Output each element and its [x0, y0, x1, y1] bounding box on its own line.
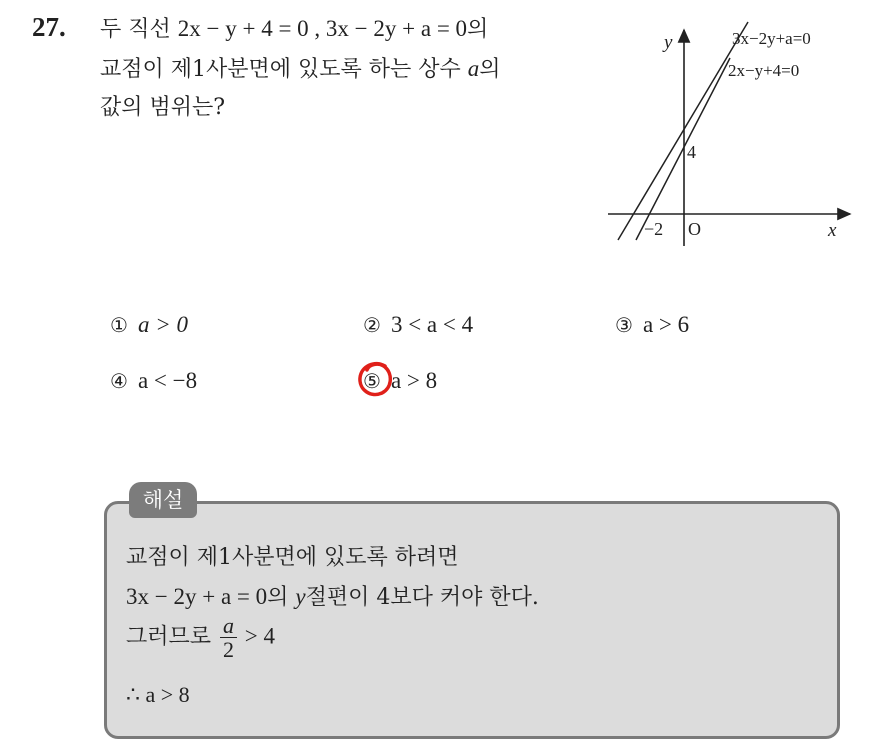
question-text: 의	[467, 17, 489, 42]
equations: 2x − y + 4 = 0 , 3x − 2y + a = 0	[177, 16, 468, 41]
choice-4[interactable]	[110, 368, 197, 394]
fraction	[220, 614, 237, 661]
question-text: 의	[479, 57, 501, 82]
choice-1[interactable]	[110, 312, 188, 338]
solution-line-2	[126, 580, 539, 611]
choice-number: ①	[110, 313, 128, 337]
solution-text: 절편이 4보다 커야 한다.	[305, 585, 539, 610]
choice-2[interactable]	[363, 312, 473, 338]
variable-a: a	[467, 56, 480, 81]
line-2x-y-4	[636, 58, 730, 240]
equation: 3x − 2y + a = 0	[126, 584, 268, 609]
y-axis-label: y	[664, 32, 673, 53]
x-intercept-label: −2	[644, 219, 664, 239]
fraction-numerator: a	[220, 614, 237, 638]
choice-expression: a > 6	[642, 312, 690, 337]
question-text: 두 직선	[100, 17, 178, 42]
solution-line-4: ∴ a > 8	[126, 682, 190, 707]
line-3x-2y-a	[618, 22, 748, 240]
choice-expression: 3 < a < 4	[390, 312, 474, 337]
solution-text: 의	[267, 585, 296, 610]
choice-number: ②	[363, 313, 381, 337]
inequality: > 4	[239, 623, 275, 649]
solution-line-1: 교점이 제1사분면에 있도록 하려면	[126, 545, 459, 570]
choice-3[interactable]	[615, 312, 689, 338]
fraction-denominator: 2	[223, 637, 235, 663]
line-label-2x-y-4: 2x−y+4=0	[728, 61, 800, 80]
solution-line-3	[126, 614, 275, 661]
y-intercept-label: 4	[687, 142, 696, 162]
question-number: 27.	[32, 12, 66, 42]
origin-label: O	[688, 219, 701, 239]
question-line-1	[100, 12, 488, 43]
line-label-3x-2y-a: 3x−2y+a=0	[732, 29, 811, 48]
question-line-2	[100, 52, 501, 83]
question-line-3: 값의 범위는?	[100, 95, 226, 120]
graph-figure	[600, 18, 860, 258]
choice-expression: a > 8	[390, 368, 438, 393]
choice-number: ④	[110, 369, 128, 393]
choice-expression: a > 0	[137, 312, 188, 337]
choice-number: ③	[615, 313, 633, 337]
solution-text: 그러므로	[126, 624, 219, 650]
question-text: 교점이 제1사분면에 있도록 하는 상수	[100, 57, 468, 82]
choice-number: ⑤	[363, 369, 381, 393]
solution-tab: 해설	[129, 482, 197, 518]
x-axis-label: x	[828, 220, 837, 241]
variable-y: y	[295, 584, 306, 609]
answer-circle-mark	[355, 358, 397, 400]
choice-expression: a < −8	[137, 368, 198, 393]
